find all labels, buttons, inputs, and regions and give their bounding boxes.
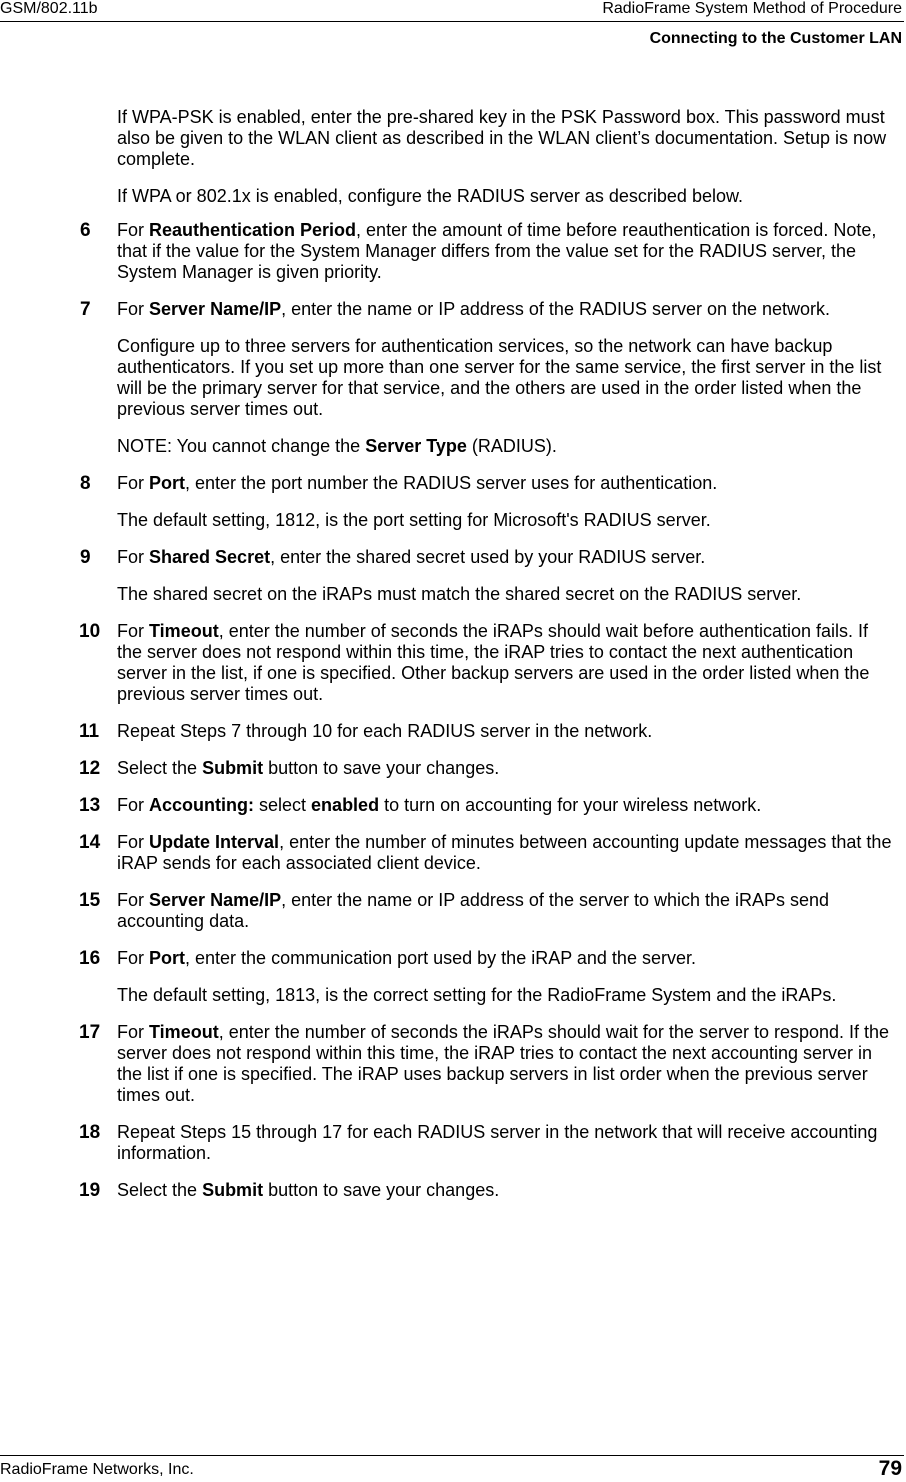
step-14	[79, 832, 897, 874]
step-number: 15	[79, 890, 101, 911]
step-field-name: Port	[149, 948, 186, 968]
header-section-title: Connecting to the Customer LAN	[649, 30, 902, 47]
page-number: 79	[878, 1457, 902, 1480]
paragraph-default-port-1813: The default setting, 1813, is the correct setting for the RadioFrame System and the iRAPs.	[117, 985, 837, 1005]
step-number: 6	[80, 220, 91, 241]
step-9	[80, 547, 897, 568]
step-13	[79, 795, 897, 816]
header-document-id: GSM/802.11b	[0, 0, 98, 17]
step-text: to turn on accounting for your wireless network.	[379, 795, 762, 815]
step-field-name: Server Name/IP	[149, 299, 282, 319]
step-6	[80, 220, 897, 283]
step-12	[79, 758, 897, 779]
step-text: Repeat Steps 15 through 17 for each RADIUS server in the network that will receive accounting information.	[117, 1122, 878, 1163]
step-number: 14	[79, 832, 101, 853]
step-number: 12	[79, 758, 101, 779]
step-number: 18	[79, 1122, 101, 1143]
step-number: 17	[79, 1022, 101, 1043]
paragraph-note-server-type	[117, 436, 897, 457]
page-body	[0, 107, 904, 1217]
step-text: For	[117, 547, 150, 567]
step-text: button to save your changes.	[263, 1180, 500, 1200]
step-field-name: Submit	[202, 758, 264, 778]
step-field-name: Accounting:	[149, 795, 255, 815]
step-text: Select the	[117, 1180, 203, 1200]
step-field-name: Server Name/IP	[149, 890, 282, 910]
step-number: 19	[79, 1180, 101, 1201]
step-text: For	[117, 299, 150, 319]
step-field-name: Reauthentication Period	[149, 220, 357, 240]
step-field-name: Shared Secret	[149, 547, 271, 567]
step-text: button to save your changes.	[263, 758, 500, 778]
header-rule	[0, 21, 904, 22]
step-option-name: enabled	[311, 795, 380, 815]
step-text: For	[117, 795, 150, 815]
step-number: 8	[80, 473, 91, 494]
step-number: 7	[80, 299, 91, 320]
step-number: 11	[79, 721, 100, 742]
step-19	[79, 1180, 897, 1201]
step-15	[79, 890, 897, 932]
step-text: For	[117, 948, 150, 968]
header-document-title: RadioFrame System Method of Procedure	[602, 0, 902, 17]
paragraph-shared-secret: The shared secret on the iRAPs must match the shared secret on the RADIUS server.	[117, 584, 802, 604]
step-text: For	[117, 890, 150, 910]
step-number: 10	[79, 621, 101, 642]
step-text: , enter the amount of time before reauthentication is forced. Note, that if the value for the System Manager differs from the value set for the RADIUS server, the System Manager is given priority.	[117, 220, 877, 282]
step-text: , enter the name or IP address of the server to which the iRAPs send accounting data.	[117, 890, 830, 931]
step-11	[79, 721, 897, 742]
footer-company-name: RadioFrame Networks, Inc.	[0, 1461, 194, 1478]
step-10	[79, 621, 897, 705]
step-18	[79, 1122, 897, 1164]
step-field-name: Timeout	[149, 621, 219, 641]
step-text: select	[254, 795, 312, 815]
step-number: 13	[79, 795, 101, 816]
note-text: (RADIUS).	[466, 436, 557, 456]
step-text: Select the	[117, 758, 203, 778]
paragraph-wpa-psk: If WPA-PSK is enabled, enter the pre-shared key in the PSK Password box. This password must also be given to the WLAN client as described in the WLAN client’s documentation. Setup is now complete.	[117, 107, 887, 169]
step-text: , enter the number of seconds the iRAPs should wait for the server to respond. If the server does not respond within this time, the iRAP tries to contact the next accounting server in the list if one is specified. The iRAP uses backup servers in list order when the previous server times out.	[117, 1022, 890, 1105]
paragraph-default-port-1812: The default setting, 1812, is the port setting for Microsoft's RADIUS server.	[117, 510, 711, 530]
step-field-name: Timeout	[149, 1022, 219, 1042]
step-text: , enter the port number the RADIUS server uses for authentication.	[185, 473, 718, 493]
footer-rule	[0, 1455, 904, 1456]
step-text: , enter the shared secret used by your RADIUS server.	[270, 547, 706, 567]
step-text: , enter the name or IP address of the RADIUS server on the network.	[281, 299, 831, 319]
step-text: For	[117, 220, 150, 240]
note-text: NOTE: You cannot change the	[117, 436, 366, 456]
step-text: , enter the number of minutes between accounting update messages that the iRAP sends for each associated client device.	[117, 832, 892, 873]
step-text: For	[117, 473, 150, 493]
step-text: For	[117, 832, 150, 852]
step-text: , enter the communication port used by the iRAP and the server.	[185, 948, 696, 968]
step-text: For	[117, 1022, 150, 1042]
step-field-name: Update Interval	[149, 832, 280, 852]
step-text: Repeat Steps 7 through 10 for each RADIUS server in the network.	[117, 721, 653, 741]
step-number: 9	[80, 547, 91, 568]
step-16	[79, 948, 897, 969]
step-field-name: Port	[149, 473, 186, 493]
step-17	[79, 1022, 897, 1106]
note-field-name: Server Type	[365, 436, 467, 456]
paragraph-wpa-radius: If WPA or 802.1x is enabled, configure the RADIUS server as described below.	[117, 186, 743, 206]
step-text: , enter the number of seconds the iRAPs should wait before authentication fails. If the server does not respond within this time, the iRAP tries to contact the next authentication server in the list, if one is specified. Other backup servers are used in the order listed when the previous server times out.	[117, 621, 870, 704]
step-field-name: Submit	[202, 1180, 264, 1200]
step-number: 16	[79, 948, 101, 969]
paragraph-configure-servers: Configure up to three servers for authentication services, so the network can have backup authenticators. If you set up more than one server for the same service, the first server in the list will be the primary server for that service, and the others are used in the order listed when the previous server times out.	[117, 336, 882, 419]
step-8	[80, 473, 897, 494]
step-7	[80, 299, 897, 320]
step-text: For	[117, 621, 150, 641]
